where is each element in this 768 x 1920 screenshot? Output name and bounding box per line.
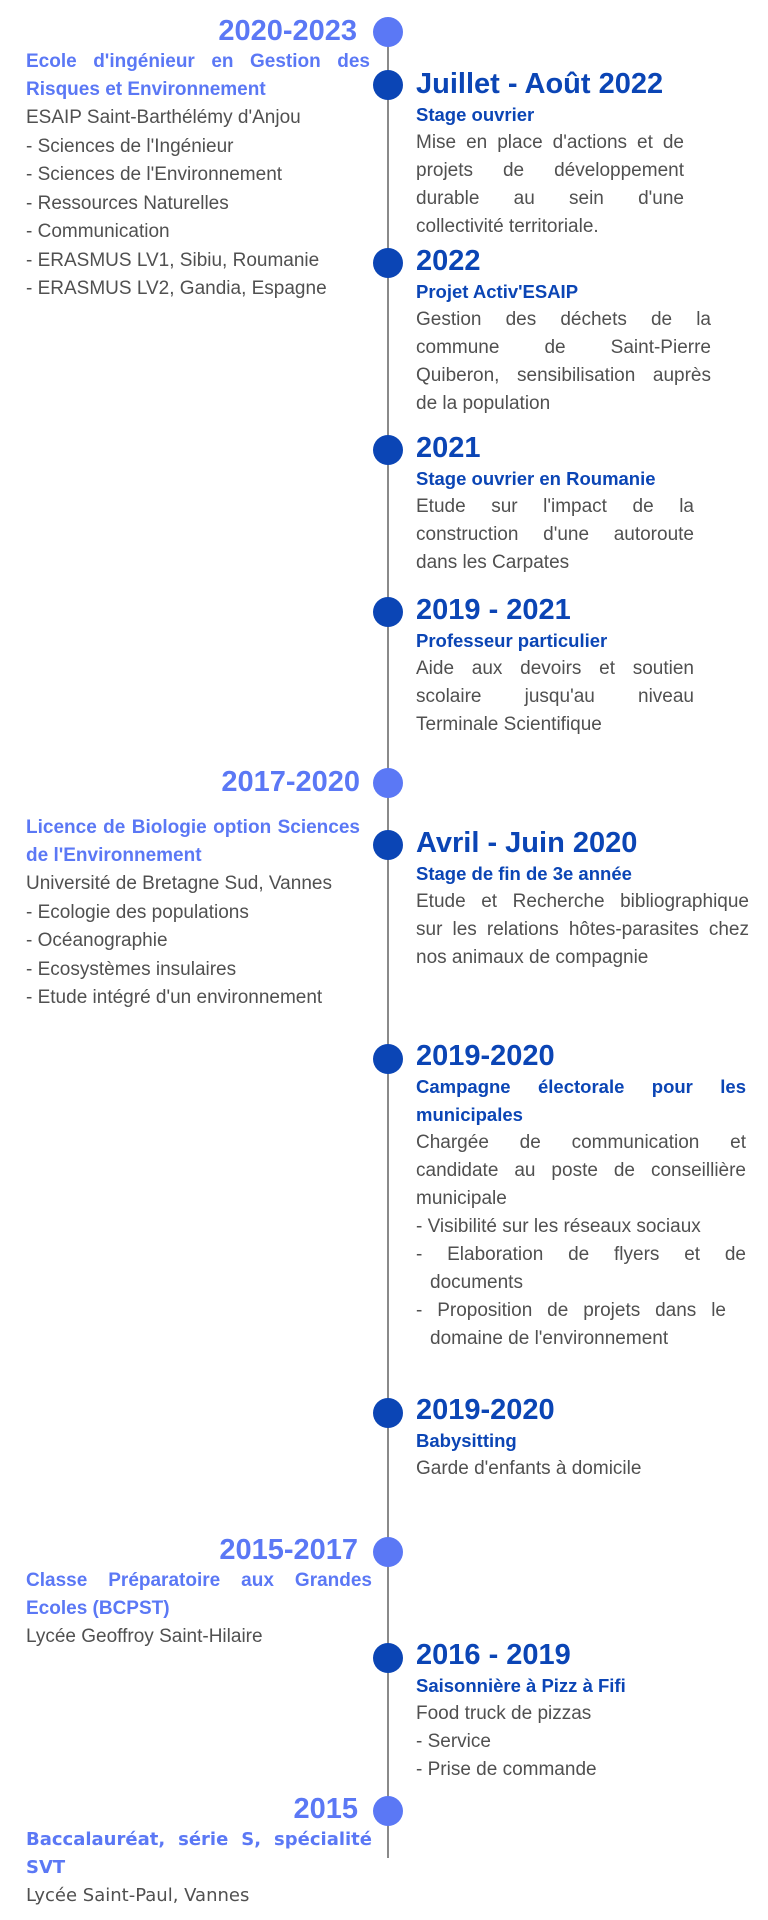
experience-year: 2016 - 2019 — [416, 1639, 571, 1671]
education-year: 2020-2023 — [218, 15, 357, 47]
experience-title: Campagne électorale pour les municipales — [416, 1076, 746, 1125]
experience-entry — [416, 1393, 716, 1483]
timeline-dot-experience-5 — [373, 830, 403, 860]
experience-entry — [416, 1638, 716, 1784]
timeline-dot-experience-7 — [373, 1398, 403, 1428]
experience-description: Mise en place d'actions et de projets de développement durable au sein d'une collectivité territoriale. — [416, 132, 684, 237]
timeline-dot-experience-2 — [373, 248, 403, 278]
education-title: Baccalauréat, série S, spécialité SVT — [26, 1829, 372, 1878]
experience-bullet: - Service — [416, 1731, 491, 1752]
experience-title: Stage de fin de 3e année — [416, 863, 632, 884]
timeline-dot-experience-6 — [373, 1044, 403, 1074]
education-line: - Communication — [26, 221, 170, 242]
experience-description: Etude sur l'impact de la construction d'une autoroute dans les Carpates — [416, 496, 694, 573]
timeline-dot-education-3 — [373, 1537, 403, 1567]
timeline-dot-experience-1 — [373, 70, 403, 100]
education-entry — [26, 1826, 372, 1911]
experience-description: Aide aux devoirs et soutien scolaire jusqu'au niveau Terminale Scientifique — [416, 658, 694, 735]
experience-title: Saisonnière à Pizz à Fifi — [416, 1675, 626, 1696]
education-title: Ecole d'ingénieur en Gestion des Risques et Environnement — [26, 51, 370, 100]
timeline-dot-experience-3 — [373, 435, 403, 465]
education-line: - Ecosystèmes insulaires — [26, 958, 237, 980]
education-line: - Ressources Naturelles — [26, 192, 229, 214]
experience-entry — [416, 1039, 746, 1353]
experience-entry — [416, 593, 694, 739]
education-year: 2017-2020 — [221, 766, 360, 798]
experience-description: Food truck de pizzas — [416, 1703, 592, 1724]
education-year: 2015 — [293, 1793, 358, 1825]
experience-year: 2019-2020 — [416, 1040, 555, 1072]
experience-title: Stage ouvrier en Roumanie — [416, 468, 656, 489]
experience-year: Juillet - Août 2022 — [416, 68, 664, 100]
education-intro: Université de Bretagne Sud, Vannes — [26, 873, 332, 894]
experience-year: 2019 - 2021 — [416, 594, 571, 626]
education-line: - ERASMUS LV1, Sibiu, Roumanie — [26, 249, 320, 271]
experience-description: Etude et Recherche bibliographique sur les relations hôtes-parasites chez nos animaux de compagnie — [416, 891, 749, 968]
education-title: Classe Préparatoire aux Grandes Ecoles (BCPST) — [26, 1570, 372, 1619]
experience-bullet: - Proposition de projets dans le domaine de l'environnement — [416, 1300, 726, 1349]
education-entry — [26, 48, 370, 304]
education-line: Lycée Saint-Paul, Vannes — [26, 1885, 250, 1906]
experience-year: 2021 — [416, 432, 481, 464]
education-title: Licence de Biologie option Sciences de l'Environnement — [26, 817, 360, 866]
education-line: - ERASMUS LV2, Gandia, Espagne — [26, 278, 327, 299]
experience-bullet: - Prise de commande — [416, 1759, 597, 1780]
experience-year: 2019-2020 — [416, 1394, 555, 1426]
experience-description: Garde d'enfants à domicile — [416, 1458, 642, 1479]
experience-title: Stage ouvrier — [416, 104, 535, 125]
timeline-dot-education-4 — [373, 1796, 403, 1826]
education-line: - Sciences de l'Ingénieur — [26, 135, 234, 157]
timeline-dot-experience-8 — [373, 1643, 403, 1673]
experience-entry — [416, 826, 749, 972]
timeline-dot-experience-4 — [373, 597, 403, 627]
timeline-dot-education-1 — [373, 17, 403, 47]
experience-bullet: - Elaboration de flyers et de documents — [416, 1244, 746, 1293]
experience-title: Professeur particulier — [416, 630, 608, 651]
education-entry — [26, 1567, 372, 1652]
education-line: - Etude intégré d'un environnement — [26, 987, 323, 1008]
education-line: - Ecologie des populations — [26, 901, 249, 923]
experience-bullet: - Visibilité sur les réseaux sociaux — [416, 1216, 701, 1237]
experience-year: Avril - Juin 2020 — [416, 827, 638, 859]
experience-year: 2022 — [416, 245, 481, 277]
education-entry — [26, 814, 360, 1013]
timeline-dot-education-2 — [373, 768, 403, 798]
timeline-line — [387, 32, 389, 1858]
experience-entry — [416, 244, 711, 418]
education-line: - Océanographie — [26, 930, 168, 951]
experience-entry — [416, 67, 684, 241]
experience-entry — [416, 431, 694, 577]
experience-title: Projet Activ'ESAIP — [416, 281, 579, 302]
education-line: ESAIP Saint-Barthélémy d'Anjou — [26, 107, 301, 128]
education-line: Lycée Geoffroy Saint-Hilaire — [26, 1626, 263, 1647]
experience-description: Chargée de communication et candidate au poste de conseillière municipale — [416, 1132, 746, 1209]
experience-description: Gestion des déchets de la commune de Saint-Pierre Quiberon, sensibilisation auprès de la population — [416, 309, 711, 414]
education-line: - Sciences de l'Environnement — [26, 164, 283, 185]
education-year: 2015-2017 — [219, 1534, 358, 1566]
experience-title: Babysitting — [416, 1430, 517, 1451]
